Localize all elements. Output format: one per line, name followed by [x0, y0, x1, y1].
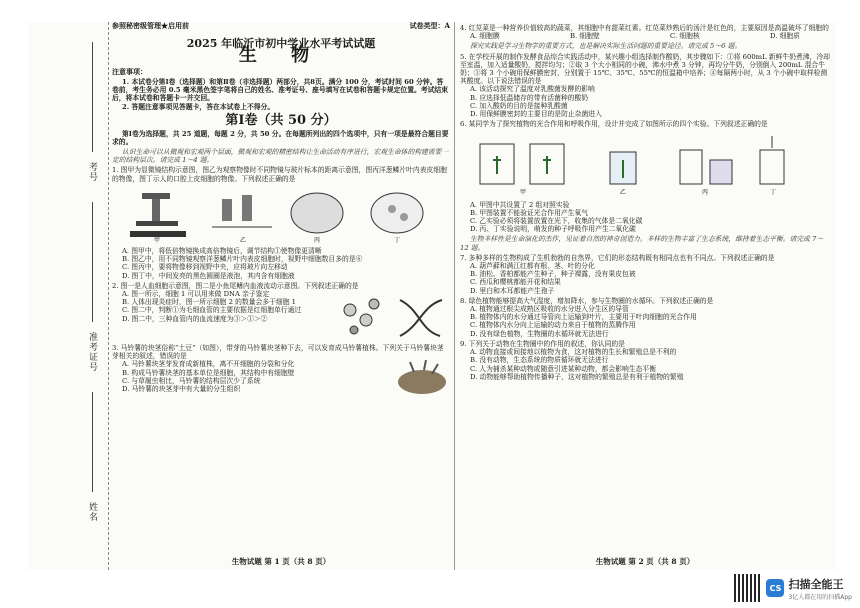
- q2-option: D. 图二中，三种血管内的血流速度为③＞①＞②: [122, 314, 268, 323]
- material-text: 生物多样性是生命演化的杰作，见证着自然的神奇创造力。多样的生物丰富了生态系统，维持着生态平衡。请完成 7～12 题。: [460, 235, 824, 252]
- plant-sprig: [543, 156, 551, 174]
- onion-cell-view: [291, 193, 343, 233]
- fig-label-jia: 甲: [520, 189, 527, 197]
- gutter-line: [92, 392, 93, 492]
- q5-option: A. 该活动探究了温度对乳酸菌发酵的影响: [470, 85, 595, 94]
- paper-type-label: 试卷类型：A: [409, 22, 450, 30]
- blood-vessel: [400, 300, 442, 336]
- q4-option: C. 细胞核: [670, 32, 700, 41]
- q8-option: A. 植物通过根尖成熟区吸收的水分进入分生区的导管: [470, 305, 629, 314]
- q7-option: C. 西瓜和樱桃都能开花和结果: [470, 278, 561, 287]
- question-1: 1. 图甲为显微镜结构示意图，图乙为观察物像时不同物镜与玻片标本的距离示意图，图丙洋葱鳞片叶内表皮细胞的物像，图丁示人的口腔上皮细胞的物像。下列叙述正确的是: [112, 166, 447, 183]
- page-1: [112, 22, 450, 570]
- q4-options: [460, 32, 830, 40]
- q4-option: D. 细胞质: [770, 32, 800, 41]
- confidentiality-label: 参照秘密级管理★启用前: [112, 22, 189, 30]
- q4-option: B. 细胞壁: [569, 32, 600, 41]
- qr-code: [734, 574, 762, 602]
- page-2-footer: 生物试题 第 2 页（共 8 页）: [595, 556, 695, 566]
- potato-figure: [394, 360, 450, 396]
- limewater-cup: [710, 160, 732, 184]
- part-1-intro: 第Ⅰ卷为选择题，共 25 道题，每题 2 分，共 50 分。在每题所列出的四个选项中，只有一项是最符合题目要求的。: [112, 129, 449, 146]
- page-1-footer: 生物试题 第 1 页（共 8 页）: [231, 556, 331, 566]
- blood-cell: [360, 314, 372, 326]
- objective-lens: [242, 195, 252, 221]
- q1-figure: [112, 185, 442, 243]
- q6-option: C. 乙实验必须将装置放置在光下，收集的气体是二氧化碳: [470, 217, 643, 226]
- q7-option: B. 油松、香柏都能产生种子，种子裸露，没有果皮包被: [470, 270, 636, 279]
- question-4: 4. 红苋菜是一种营养价值较高的蔬菜，其细胞中有甜菜红素。红苋菜炒熟后的汤汁是红色的，主要原因是高温破坏了细胞的: [460, 24, 829, 32]
- microscope-eyepiece: [142, 193, 170, 199]
- q5-option: D. 用保鲜膜密封的主要目的是防止杂菌进入: [470, 110, 602, 119]
- q2-option: B. 人体出现炎症时，图一所示细胞 2 的数量会多于细胞 1: [122, 298, 296, 307]
- q1-option: A. 图甲中，将低倍物镜换成高倍物镜后，调节结构①使物像更清晰: [122, 247, 322, 256]
- material-text: 探究实践是学习生物学的重要方式，也是解决实际生活问题的重要途径。请完成 5～6 题。: [470, 42, 742, 51]
- q9-option: A. 动物直接或间接地以植物为食，这对植物的生长和繁殖总是不利的: [470, 348, 677, 357]
- question-9: 9. 下列关于动物在生物圈中的作用的叙述，你认同的是: [460, 339, 625, 348]
- page-2: [460, 22, 830, 570]
- question-5: 5. 在学校开展的制作发酵食品综合实践活动中，某兴趣小组选择制作酸奶，其步骤如下：①将 600mL 新鲜牛奶煮沸，冷却至室温，加入适量酸奶，搅拌均匀；②取 3 个大小相同的小碗，沸水中煮 3 分钟，再均分牛奶，分别倒入 200mL 混合牛奶；③将 3 个小碗用保鲜膜密封，分别置于 15℃、35℃、55℃的恒温箱中培养；④每隔两小时，从 3 个小碗中取样检测其酸度。以下说法错误的是: [460, 52, 830, 86]
- seed-flask: [680, 150, 702, 184]
- q1-option: C. 图丙中，要将物像移到视野中央，应将玻片向左移动: [122, 263, 288, 272]
- blood-cell: [344, 304, 356, 316]
- q6-option: A. 甲图中共设置了 2 组对照实验: [470, 200, 570, 209]
- watermark-text: [788, 576, 852, 601]
- q9-option: B. 没有动物，生态系统的物质循环就无法进行: [470, 356, 609, 365]
- cell-nucleus: [388, 205, 396, 213]
- cheek-cell-view: [371, 193, 423, 233]
- q3-option: B. 构成马铃薯块茎的基本单位是细胞，其结构中有细胞壁: [122, 368, 295, 377]
- q4-option: A. 细胞膜: [470, 32, 500, 41]
- gutter-label-exam-number: 考号: [87, 162, 97, 182]
- q2-figure: [330, 290, 450, 342]
- q2-block: [112, 290, 450, 342]
- binding-gutter: [28, 22, 109, 570]
- gutter-line: [92, 42, 93, 152]
- q8-option: D. 没有绿色植物，生物圈的水循环就无法进行: [470, 329, 609, 338]
- q1-option: B. 图乙中，用不同物镜观察洋葱鳞片叶内表皮细胞时，视野中细胞数目多的是⑥: [122, 255, 363, 264]
- microscope-tube: [152, 199, 160, 221]
- question-3: 3. 马铃薯的块茎俗称“土豆”（如图），带芽的马铃薯块茎种下去，可以发育成马铃薯植株。下列关于马铃薯块茎芽相关的叙述，错误的是: [112, 344, 444, 361]
- material-text: 认识生命可以从微观和宏观两个层面，微观和宏观的精密结构让生命活动有序进行，宏观生命体的构建需要一定的结构层次。请完成 1～4 题。: [112, 148, 449, 165]
- q2-options: [112, 290, 330, 342]
- q6-figure: [460, 130, 820, 196]
- page-divider: [454, 22, 455, 570]
- question-6: 6. 某同学为了探究植物的光合作用和呼吸作用，设计并完成了如图所示的四个实验。下列叙述正确的是: [460, 120, 768, 129]
- cell-nucleus: [400, 213, 408, 221]
- q2-option: C. 图二中，判断①为毛细血管的主要依据是红细胞单行通过: [122, 306, 302, 315]
- potato-tuber: [398, 370, 446, 394]
- microscope-stage: [136, 221, 178, 226]
- fig-label-yi: 乙: [240, 236, 247, 243]
- gutter-line: [92, 202, 93, 322]
- q3-block: [112, 360, 450, 396]
- q6-option: B. 甲图装置不能验证光合作用产生氧气: [470, 208, 589, 217]
- q8-option: B. 植物体内的水分通过导管向上运输到叶片，主要用于叶肉细胞的光合作用: [470, 313, 697, 322]
- question-8: 8. 绿色植物能够提高大气湿度，增加降水，参与生物圈的水循环。下列叙述正确的是: [460, 296, 714, 305]
- scanner-watermark: [734, 574, 852, 602]
- subject-title: 生 物: [238, 45, 324, 67]
- q1-option: D. 图丁中，中间发亮的黑色圆圈是液泡，其内含有细胞液: [122, 271, 295, 280]
- note-item: 1. 本试卷分第Ⅰ卷（选择题）和第Ⅱ卷（非选择题）两部分，共8页。满分 100 分，考试时间 60 分钟。答卷前，考生务必用 0.5 毫米黑色签字笔将自己的姓名、准考证号、座号填写在试卷和答题卡规定位置。考试结束后，将本试卷和答题卡一并交回。: [112, 77, 449, 103]
- exam-title: 2025 年临沂市初中学业水平考试试题: [186, 37, 376, 50]
- fig-label-jia: 甲: [154, 236, 161, 243]
- q9-option: C. 人为捕杀某种动物或随意引进某种动物，都会影响生态平衡: [470, 364, 656, 373]
- fig-label-bing: 丙: [702, 189, 709, 197]
- q3-option: C. 与草履虫相比，马铃薯的结构层次少了系统: [122, 376, 261, 385]
- fig-label-yi: 乙: [620, 189, 627, 197]
- blood-cell: [350, 326, 358, 334]
- q3-options: [112, 360, 394, 396]
- q3-option: A. 马铃薯块茎芽发育成新植株，离不开细胞的分裂和分化: [122, 360, 295, 369]
- q9-option: D. 动物能够帮助植物传播种子，这对植物的繁殖总是有利于植物的繁殖: [470, 372, 684, 381]
- q5-option: B. 应选择低温储存的带有活菌种的酸奶: [470, 93, 589, 102]
- note-item: 2. 答题注意事项见答题卡，答在本试卷上不得分。: [122, 103, 275, 112]
- question-2: 2. 图一是人血细胞示意图，图二是小鱼尾鳍内血液流动示意图。下列叙述正确的是: [112, 281, 359, 290]
- objective-lens: [222, 199, 232, 221]
- fig-label-bing: 丙: [314, 236, 321, 243]
- blood-cell: [369, 299, 379, 309]
- seed-bottle: [760, 150, 784, 184]
- fig-label-ding: 丁: [394, 236, 401, 243]
- q6-option: D. 丙、丁实验说明，萌发的种子呼吸作用产生二氧化碳: [470, 225, 636, 234]
- notes-heading: 注意事项：: [112, 67, 147, 77]
- camscanner-logo-icon: CS: [766, 579, 784, 597]
- watermark-brand: 扫描全能王: [788, 577, 844, 591]
- plant-sprig: [493, 156, 501, 174]
- q2-option: A. 图一所示，细胞 1 可以用来做 DNA 亲子鉴定: [122, 290, 270, 299]
- part-1-title: 第Ⅰ卷（共 50 分）: [225, 113, 337, 129]
- gutter-label-admission-ticket: 准考证号: [87, 332, 97, 372]
- q3-option: D. 马铃薯的块茎芽中有大量的分生组织: [122, 385, 241, 394]
- gutter-label-name: 姓名: [87, 502, 97, 522]
- fig-label-ding: 丁: [770, 189, 777, 197]
- q7-option: A. 葫芦藓和满江红都有根、茎、叶的分化: [470, 262, 595, 271]
- question-7: 7. 多种多样的生物构成了生机勃勃的自然界，它们的形态结构既有相同点也有不同点。下列叙述正确的是: [460, 253, 775, 262]
- q7-option: D. 里白和木耳都能产生孢子: [470, 286, 555, 295]
- q5-option: C. 加入酸奶的目的是接种乳酸菌: [470, 101, 568, 110]
- page-header: [112, 22, 450, 34]
- q8-option: C. 植物体内水分向上运输的动力来自于植物的蒸腾作用: [470, 321, 636, 330]
- exam-sheet: [28, 22, 836, 570]
- watermark-subtitle: 3亿人都在用的扫描App: [788, 593, 852, 601]
